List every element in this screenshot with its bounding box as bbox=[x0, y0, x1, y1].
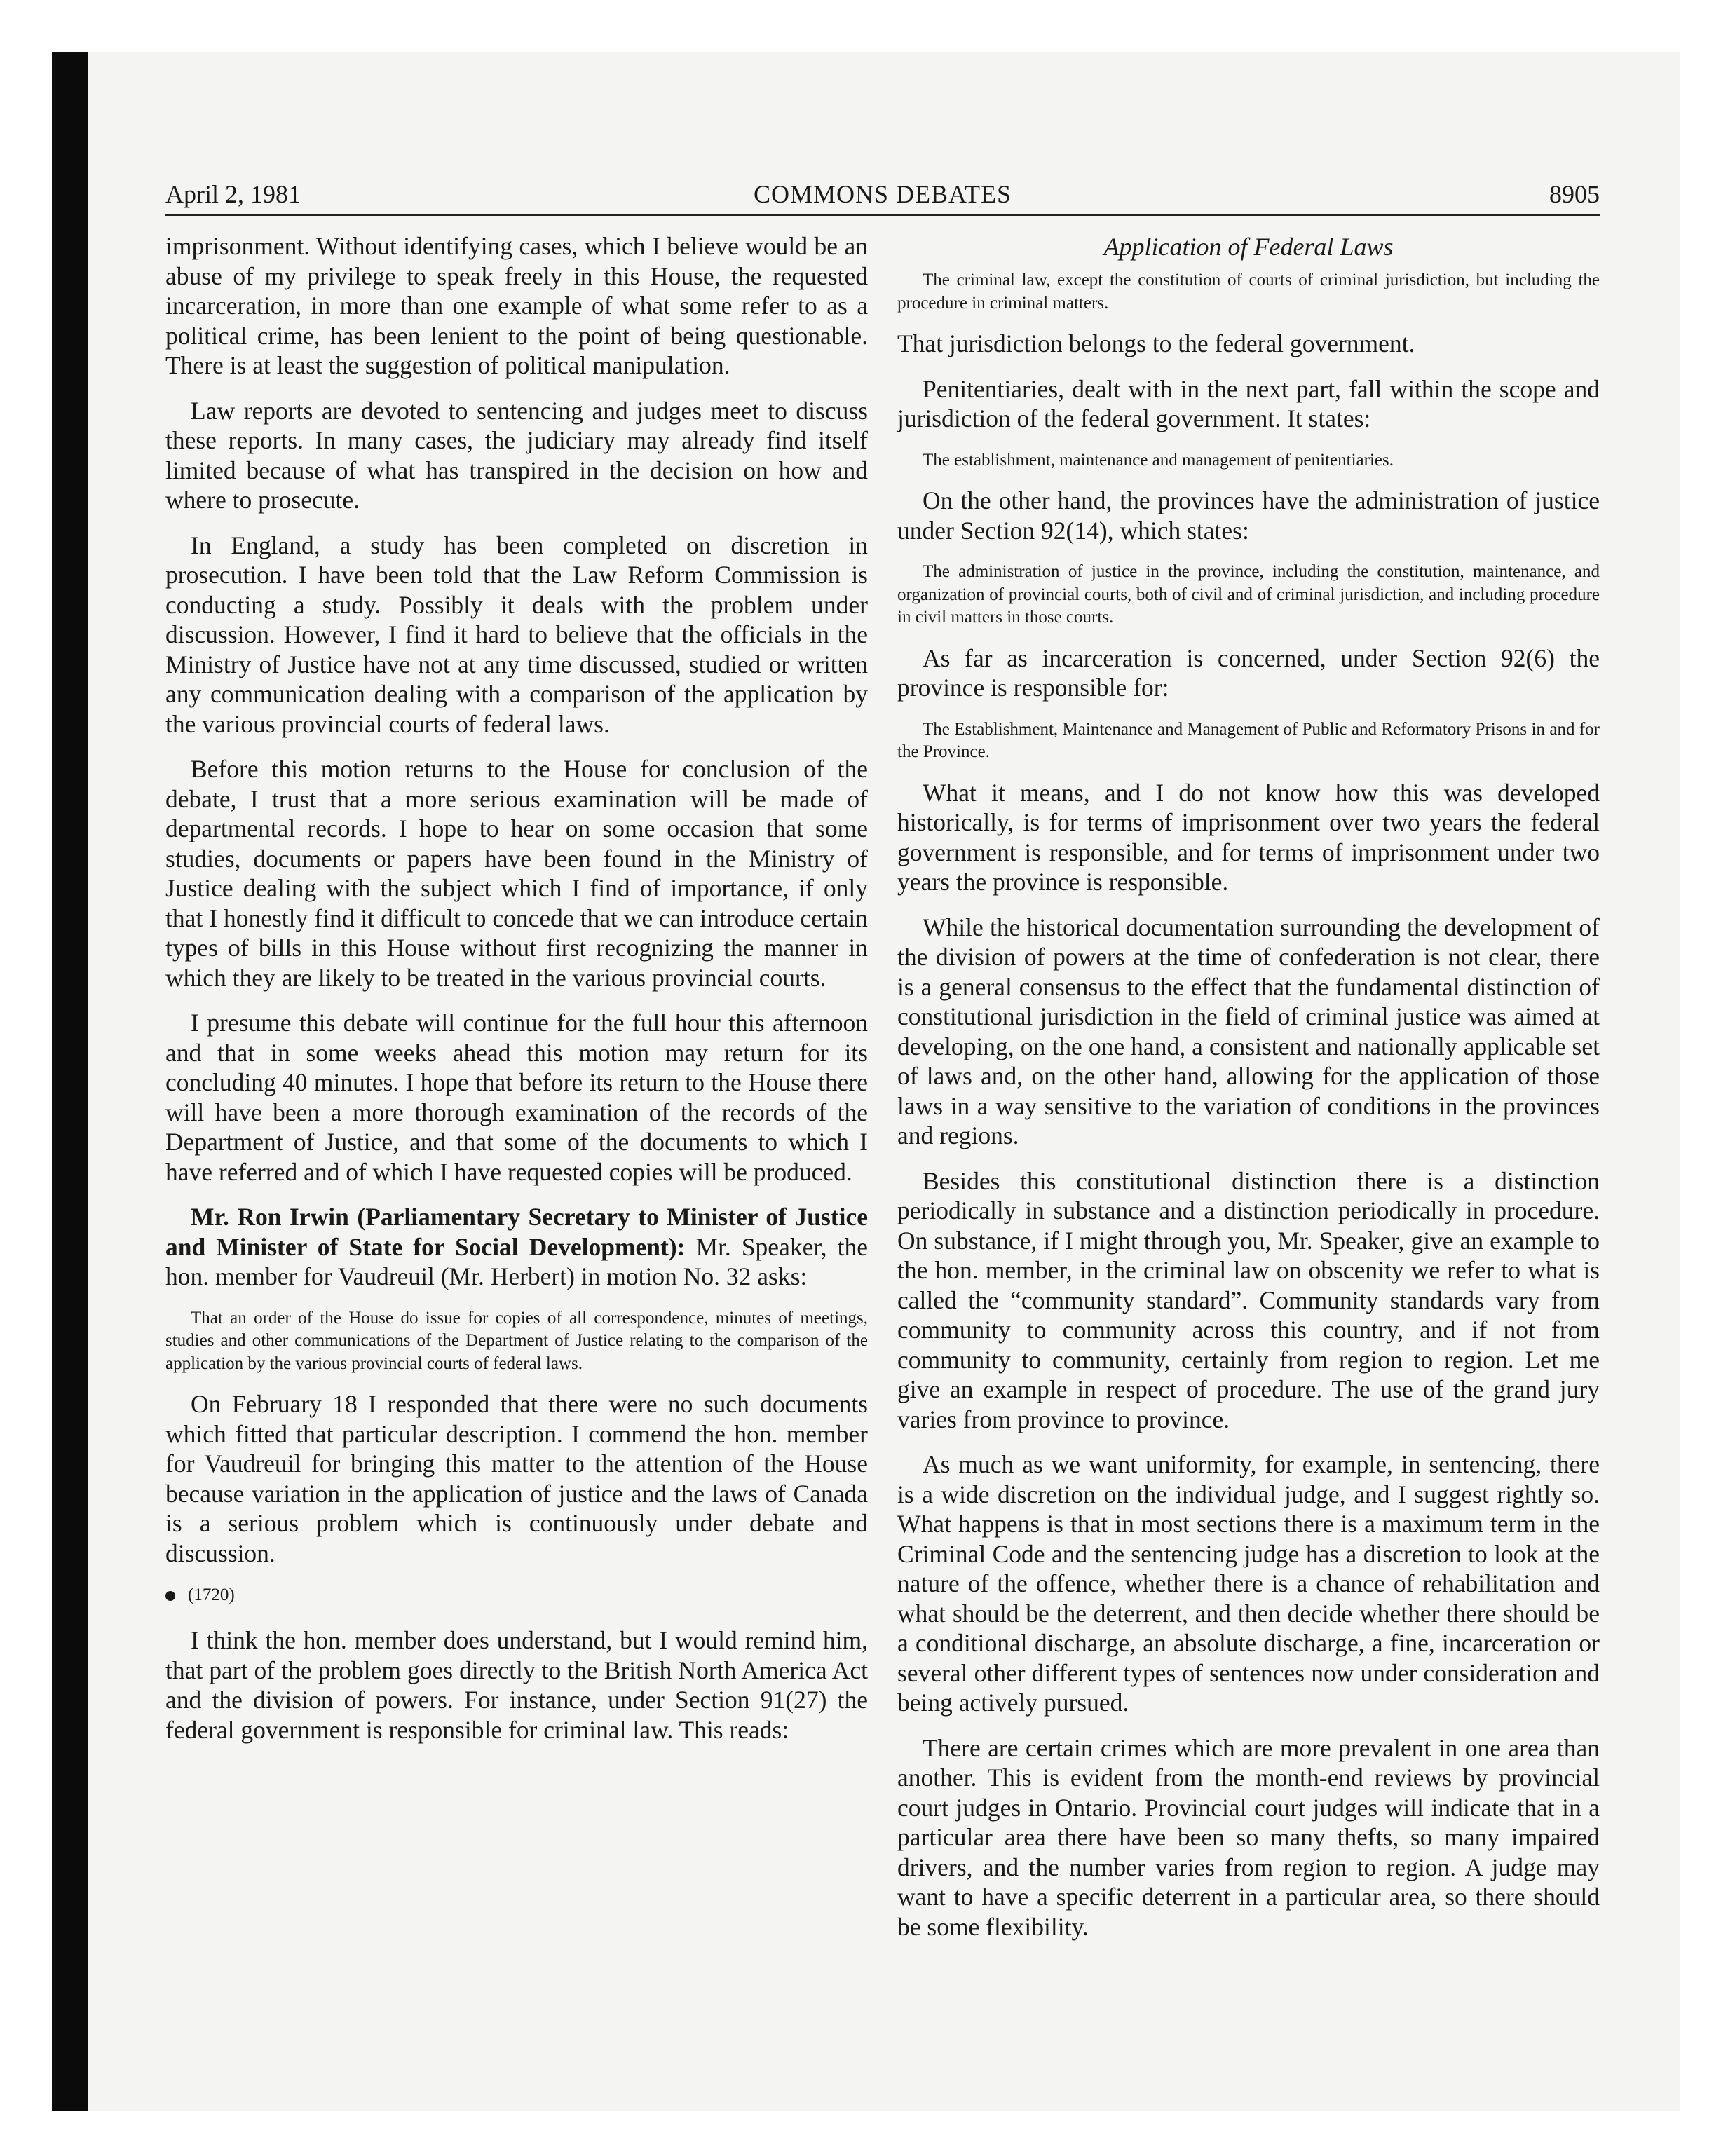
page-header bbox=[165, 179, 1600, 216]
header-page-number: 8905 bbox=[1549, 180, 1600, 208]
scan-edge bbox=[52, 52, 88, 2111]
header-title: COMMONS DEBATES bbox=[753, 180, 1012, 208]
paragraph: Before this motion returns to the House for conclusion of the debate, I trust that a more serious examination will be made of departmental records. I hope to hear on some occasion that some studies, documents or papers have been found in the Ministry of Justice dealing with the subject which I find of importance, if only that I honestly find it difficult to concede that we can introduce certain types of bills in this House without first recognizing the manner in which they are likely to be treated in the various provincial courts. bbox=[165, 755, 868, 992]
speaker-text: Mr. Speaker, the hon. member for Vaudreuil (Mr. Herbert) in motion No. 32 asks: bbox=[165, 1232, 868, 1290]
header-date: April 2, 1981 bbox=[165, 180, 301, 208]
paragraph: imprisonment. Without identifying cases, which I believe would be an abuse of my privilege to speak freely in this House, the requested incarceration, in more than one example of what some refer to as a political crime, has been lenient to the point of being questionable. There is at least the suggestion of political manipulation. bbox=[165, 232, 868, 379]
block-quote: The administration of justice in the province, including the constitution, maintenance, and organization of provincial courts, both of civil and of criminal jurisdiction, and including procedure in civil matters in those courts. bbox=[897, 562, 1600, 627]
paragraph: On February 18 I responded that there were no such documents which fitted that particular description. I commend the hon. member for Vaudreuil for bringing this matter to the attention of the House because variation in the application of justice and the laws of Canada is a serious problem which is continuously under debate and discussion. bbox=[165, 1390, 868, 1567]
paragraph: Besides this constitutional distinction there is a distinction periodically in substance and a distinction periodically in procedure. On substance, if I might through you, Mr. Speaker, give an example to the hon. member, in the criminal law on obscenity we refer to what is called the “community standard”. Community standards vary from community to community across this country, and if not from community to community, certainly from region to region. Let me give an example in respect of procedure. The use of the grand jury varies from province to province. bbox=[897, 1166, 1600, 1433]
paragraph: I think the hon. member does understand, but I would remind him, that part of the problem goes directly to the British North America Act and the division of powers. For instance, under Section 91(27) the federal government is responsible for criminal law. This reads: bbox=[165, 1626, 868, 1744]
time-stamp-text: (1720) bbox=[188, 1585, 235, 1604]
paragraph: I presume this debate will continue for the full hour this afternoon and that in some weeks ahead this motion may return for its concluding 40 minutes. I hope that before its return to the House there will have been a more thorough examination of the records of the Department of Justice, and that some of the documents to which I have referred and of which I have requested copies will be produced. bbox=[165, 1009, 868, 1186]
paragraph: There are certain crimes which are more prevalent in one area than another. This is evident from the month-end reviews by provincial court judges in Ontario. Provincial court judges will indicate that in a particular area there have been so many thefts, so many impaired drivers, and the number varies from region to region. A judge may want to have a specific deterrent in a particular area, so there should be some flexibility. bbox=[897, 1733, 1600, 1941]
paragraph: Law reports are devoted to sentencing and judges meet to discuss these reports. In many cases, the judiciary may already find itself limited because of what has transpired in the decision on how and where to prosecute. bbox=[165, 396, 868, 514]
speaker-name: Mr. Ron Irwin (Parliamentary Secretary to Minister of Justice and Minister of State for Social Development): bbox=[165, 1203, 868, 1261]
block-quote: The Establishment, Maintenance and Management of Public and Reformatory Prisons in and for the Province. bbox=[897, 719, 1600, 761]
bullet-icon bbox=[165, 1591, 175, 1601]
paragraph: In England, a study has been completed on discretion in prosecution. I have been told that the Law Reform Commission is conducting a study. Possibly it deals with the problem under discussion. However, I find it hard to believe that the officials in the Ministry of Justice have not at any time discussed, studied or written any communication dealing with a comparison of the application by the various provincial courts of federal laws. bbox=[165, 531, 868, 738]
block-quote: That an order of the House do issue for copies of all correspondence, minutes of meetings, studies and other communications of the Department of Justice relating to the comparison of the application by the various provincial courts of federal laws. bbox=[165, 1308, 868, 1373]
block-quote: The establishment, maintenance and management of penitentiaries. bbox=[923, 450, 1394, 470]
paragraph: As much as we want uniformity, for example, in sentencing, there is a wide discretion on the individual judge, and I suggest rightly so. What happens is that in most sections there is a maximum term in the Criminal Code and the sentencing judge has a discretion to look at the nature of the offence, whether there is a chance of rehabilitation and what should be the deterrent, and then decide whether there should be a conditional discharge, an absolute discharge, a fine, incarceration or several other different types of sentences now under consideration and being actively pursued. bbox=[897, 1450, 1600, 1717]
speaker-paragraph bbox=[165, 1202, 868, 1292]
paragraph: While the historical documentation surrounding the development of the division of powers at the time of confederation is not clear, there is a general consensus to the effect that the fundamental distinction of constitutional jurisdiction in the field of criminal justice was aimed at developing, on the one hand, a consistent and nationally applicable set of laws and, on the other hand, allowing for the application of those laws in a way sensitive to the variation of conditions in the provinces and regions. bbox=[897, 913, 1600, 1149]
paragraph: On the other hand, the provinces have the administration of justice under Section 92(14), which states: bbox=[897, 486, 1600, 545]
left-column bbox=[165, 231, 868, 1760]
paragraph: As far as incarceration is concerned, under Section 92(6) the province is responsible for: bbox=[897, 643, 1600, 702]
block-quote: The criminal law, except the constitution of courts of criminal jurisdiction, but including the procedure in criminal matters. bbox=[897, 271, 1600, 313]
section-title: Application of Federal Laws bbox=[1103, 233, 1394, 261]
paragraph: That jurisdiction belongs to the federal government. bbox=[897, 329, 1415, 357]
time-stamp bbox=[165, 1583, 868, 1607]
paragraph: Penitentiaries, dealt with in the next part, fall within the scope and jurisdiction of the federal government. It states: bbox=[897, 374, 1600, 432]
right-column bbox=[897, 231, 1600, 1957]
paragraph: What it means, and I do not know how this was developed historically, is for terms of imprisonment over two years the federal government is responsible, and for terms of imprisonment under two years the province is responsible. bbox=[897, 778, 1600, 896]
